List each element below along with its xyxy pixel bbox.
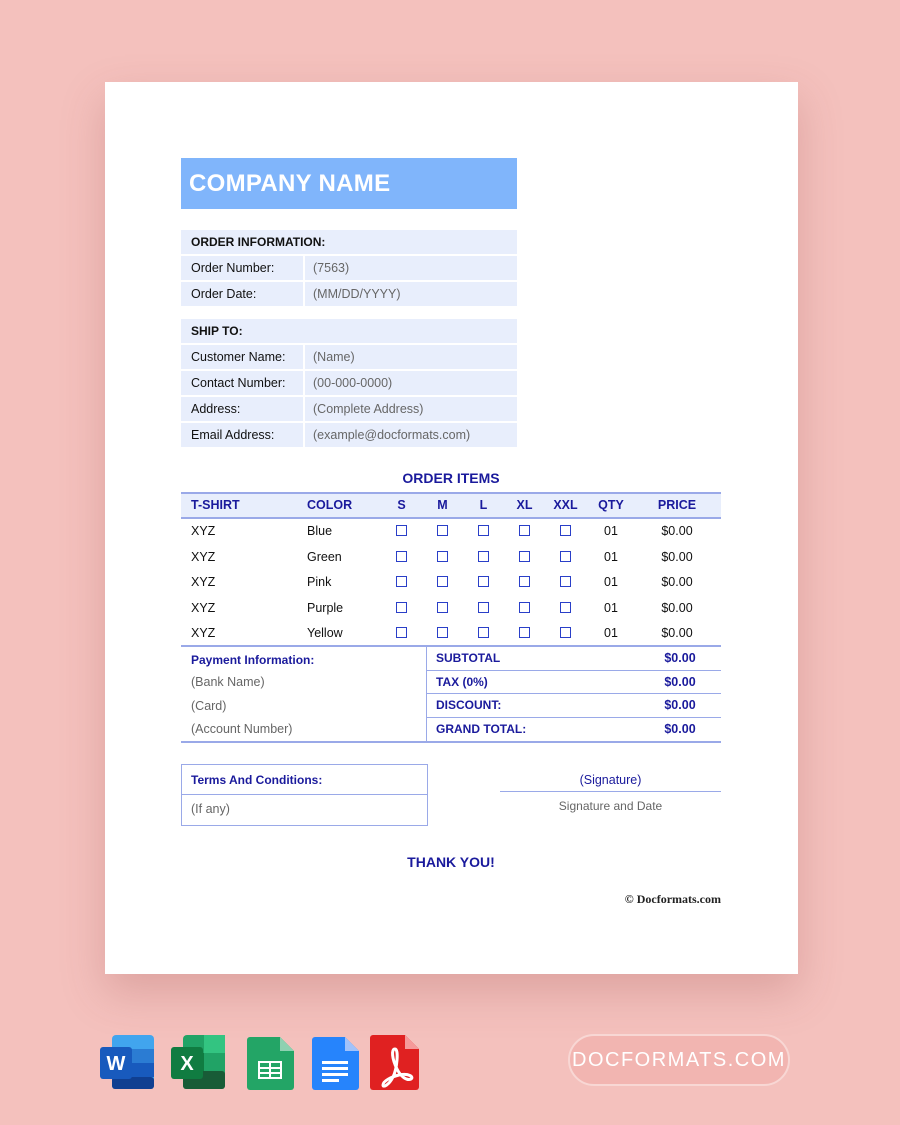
totals-box [427,647,721,741]
card-field: (Card) [191,698,227,713]
color-cell: Green [307,549,342,564]
size-m-checkbox[interactable] [437,525,448,536]
order-items-title: ORDER ITEMS [402,470,500,486]
column-header-xxl: XXL [553,498,578,512]
bank-name-field: (Bank Name) [191,675,265,689]
size-l-checkbox[interactable] [478,627,489,638]
tax-amount: $0.00 [664,674,696,689]
signature-line: (Signature) [500,770,721,792]
price-cell: $0.00 [661,626,693,640]
size-l-checkbox[interactable] [478,525,489,536]
payment-summary-section [181,645,721,743]
color-cell: Blue [307,524,333,538]
size-s-checkbox[interactable] [396,602,407,613]
order-date-value: (MM/DD/YYYY) [305,282,517,306]
email-address-row [181,423,517,447]
size-xl-checkbox[interactable] [519,551,530,562]
size-m-checkbox[interactable] [437,576,448,587]
size-xxl-checkbox[interactable] [560,602,571,613]
column-header-qty: QTY [598,498,624,512]
docformats-brand-badge[interactable]: DOCFORMATS.COM [568,1034,790,1086]
color-cell: Purple [307,600,344,615]
order-information-heading: ORDER INFORMATION: [181,230,517,254]
company-name-header: COMPANY NAME [181,158,517,209]
size-l-checkbox[interactable] [478,602,489,613]
size-xl-checkbox[interactable] [519,627,530,638]
grand-total-row [427,718,721,742]
column-header-color: COLOR [307,498,353,512]
size-xl-checkbox[interactable] [519,602,530,613]
size-xl-checkbox[interactable] [519,576,530,587]
order-number-label: Order Number: [181,256,303,280]
terms-value: (If any) [191,802,230,816]
subtotal-row [427,647,721,671]
customer-name-value: (Name) [305,345,517,369]
discount-row [427,694,721,718]
column-header-tshirt: T-SHIRT [191,498,240,512]
price-cell: $0.00 [661,549,693,564]
size-s-checkbox[interactable] [396,576,407,587]
customer-name-row [181,345,517,369]
qty-cell: 01 [604,575,618,589]
price-cell: $0.00 [661,524,693,538]
item-cell: XYZ [191,549,216,564]
ship-to-section [181,319,517,449]
contact-number-label: Contact Number: [181,371,303,395]
size-xxl-checkbox[interactable] [560,576,571,587]
order-date-row [181,282,517,306]
address-value: (Complete Address) [305,397,517,421]
table-row [181,621,721,647]
grand-total-amount: $0.00 [664,721,696,736]
item-cell: XYZ [191,524,216,538]
size-xxl-checkbox[interactable] [560,627,571,638]
order-items-header-row [181,492,721,519]
table-row [181,545,721,571]
column-header-l: L [479,498,488,512]
order-number-value: (7563) [305,256,517,280]
pdf-icon[interactable] [367,1033,423,1091]
signature-block [500,770,721,813]
contact-number-row [181,371,517,395]
customer-name-label: Customer Name: [181,345,303,369]
copyright-text: © Docformats.com [624,892,721,906]
order-number-row [181,256,517,280]
discount-label: DISCOUNT: [427,694,639,717]
item-cell: XYZ [191,575,216,589]
subtotal-label: SUBTOTAL [427,647,639,670]
order-information-section [181,230,517,308]
qty-cell: 01 [604,549,618,564]
svg-text:W: W [106,1053,126,1075]
table-row [181,570,721,596]
signature-caption: Signature and Date [558,799,663,813]
sheets-icon[interactable] [242,1033,298,1091]
size-xxl-checkbox[interactable] [560,551,571,562]
size-l-checkbox[interactable] [478,551,489,562]
address-label: Address: [181,397,303,421]
size-s-checkbox[interactable] [396,551,407,562]
qty-cell: 01 [604,524,618,538]
order-items-table [181,492,721,647]
item-cell: XYZ [191,626,216,640]
payment-information-box [181,647,427,741]
price-cell: $0.00 [661,575,693,589]
word-icon[interactable] [100,1033,156,1091]
account-number-field: (Account Number) [191,722,293,736]
color-cell: Yellow [307,626,343,640]
excel-icon[interactable] [171,1033,227,1091]
column-header-price: PRICE [657,498,697,512]
table-row [181,596,721,622]
contact-number-value: (00-000-0000) [305,371,517,395]
docs-icon[interactable] [307,1033,363,1091]
ship-to-heading: SHIP TO: [181,319,517,343]
discount-amount: $0.00 [664,698,696,712]
column-header-m: M [437,498,448,512]
terms-title: Terms And Conditions: [182,765,427,795]
size-xxl-checkbox[interactable] [560,525,571,536]
size-s-checkbox[interactable] [396,525,407,536]
tax-label: TAX (0%) [427,671,639,694]
terms-and-conditions-box [181,764,428,826]
address-row [181,397,517,421]
column-header-s: S [397,498,406,512]
column-header-xl: XL [516,498,533,512]
payment-information-title: Payment Information: [191,653,315,667]
tax-row [427,671,721,695]
table-row [181,519,721,545]
email-address-label: Email Address: [181,423,303,447]
order-date-label: Order Date: [181,282,303,306]
size-m-checkbox[interactable] [437,627,448,638]
price-cell: $0.00 [661,600,693,615]
size-s-checkbox[interactable] [396,627,407,638]
subtotal-amount: $0.00 [664,651,696,665]
size-m-checkbox[interactable] [437,551,448,562]
email-address-value: (example@docformats.com) [305,423,517,447]
svg-text:X: X [180,1053,194,1075]
qty-cell: 01 [604,626,618,640]
size-m-checkbox[interactable] [437,602,448,613]
thank-you-text: THANK YOU! [407,854,495,870]
size-l-checkbox[interactable] [478,576,489,587]
qty-cell: 01 [604,600,618,615]
color-cell: Pink [307,575,332,589]
item-cell: XYZ [191,600,216,615]
size-xl-checkbox[interactable] [519,525,530,536]
grand-total-label: GRAND TOTAL: [427,718,639,742]
